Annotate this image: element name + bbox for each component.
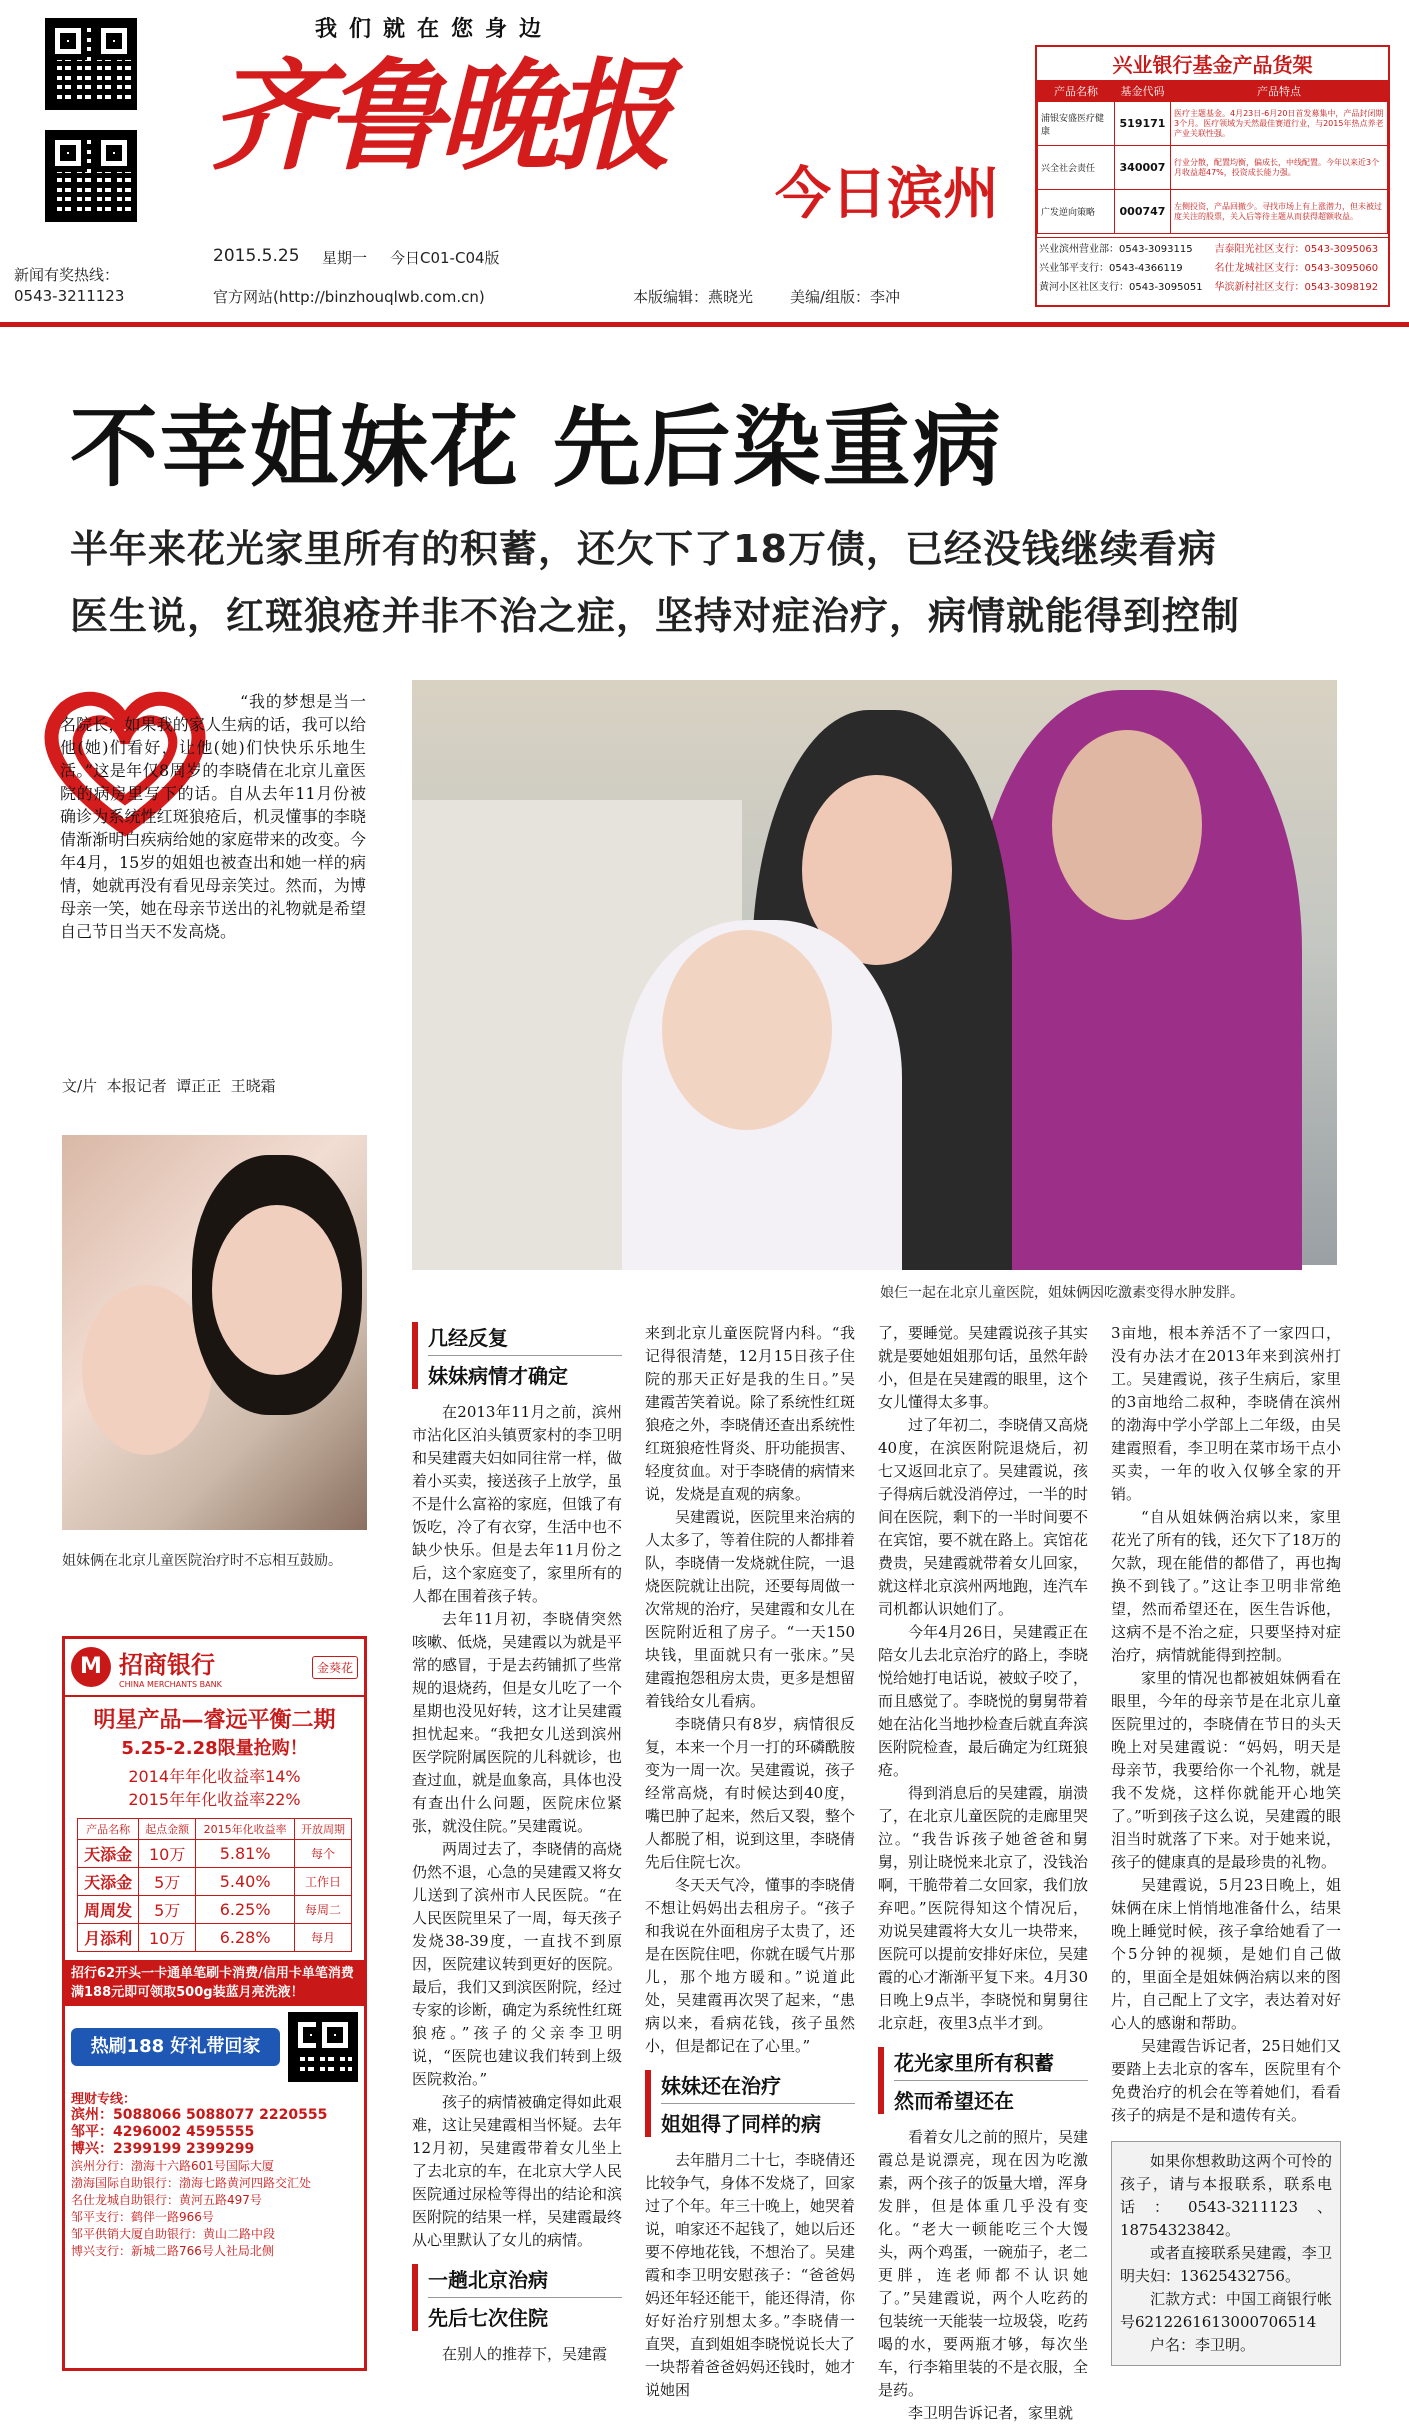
section-subtitle: 妹妹病情才确定 (428, 1355, 622, 1389)
lead-text: “我的梦想是当一名院长，如果我的家人生病的话，我可以给他(她)们看好，让他(她)们快快乐乐地生活。”这是年仅8周岁的李晓倩在北京儿童医院的病房里写下的话。自从去年11月份被确诊为系统性红斑狼疮后，机灵懂事的李晓倩渐渐明白疾病给她的家庭带来的改变。今年4月，15岁的姐姐也被查出和她一样的病情，她就再没有看见母亲笑过。然而，为博母亲一笑，她在母亲节送出的礼物就是希望自己节日当天不发高烧。 (60, 692, 366, 941)
lead-paragraph (60, 690, 366, 943)
article-column-3 (878, 1322, 1088, 2425)
cmb-cell: 月添利 (77, 1924, 138, 1952)
cmb-header (65, 1639, 364, 1697)
cmb-period: 5.25-2.28限量抢购！ (121, 1738, 308, 1759)
masthead-rule (0, 322, 1409, 327)
cmb-qr-code (288, 2012, 358, 2082)
cmb-col: 产品名称 (77, 1819, 138, 1840)
cmb-cell: 10万 (139, 1840, 196, 1868)
cmb-contact-line: 滨州分行：渤海十六路601号国际大厦 (71, 2159, 274, 2173)
cmb-ad (62, 1636, 367, 2371)
cmb-hotline-label: 理财专线： (71, 2092, 137, 2107)
slogan: 我们就在您身边 (315, 17, 554, 42)
main-photo-caption: 娘仨一起在北京儿童医院，姐妹俩因吃激素变得水肿发胖。 (880, 1285, 1244, 1301)
edition-title: 今日滨州 (775, 161, 999, 227)
cmb-cell: 周周发 (77, 1896, 138, 1924)
paragraph: 去年腊月二十七，李晓倩还比较争气，身体不发烧了，回家过了个年。年三十晚上，她哭着说，咱家还不起钱了，她以后还要不停地花钱，不想治了。吴建霞和李卫明安慰孩子：“爸爸妈妈还年轻还能干，能还得清，你好好治疗别想太多。”李晓倩一直哭，直到姐姐李晓悦说长大了一块帮着爸爸妈妈还钱时，她才说她困 (645, 2151, 856, 2399)
cmb-cell: 每周二 (295, 1896, 352, 1924)
side-photo-sister-face (212, 1205, 342, 1375)
bank-fund-name: 浦银安盛医疗健康 (1038, 102, 1115, 146)
paragraph: 李卫明告诉记者，家里就 (908, 2404, 1074, 2422)
paragraph: 吴建霞说，5月23日晚上，姐妹俩在床上悄悄地准备什么，结果晚上睡觉时候，孩子拿给她看了一个5分钟的视频，是她们自己做的，里面全是姐妹俩治病以来的图片，自己配上了文字，表达着对好心人的感谢和帮助。 (1111, 1876, 1341, 2032)
cmb-cell: 每月 (295, 1924, 352, 1952)
bank-fund-feature: 医疗主题基金。4月23日-6月20日首发募集中，产品封闭期3个月。医疗领域为天然最佳赛道行业，与2015年热点养老产业关联性强。 (1171, 102, 1388, 146)
cmb-product-table (77, 1818, 352, 1952)
bank-col-name: 产品名称 (1038, 81, 1115, 102)
paragraph: 了，要睡觉。吴建霞说孩子其实就是要她姐姐那句话，虽然年龄小，但是在吴建霞的眼里，这个女儿懂得太多事。 (878, 1324, 1089, 1411)
bank-col-code: 基金代码 (1115, 81, 1171, 102)
paragraph: 吴建霞告诉记者，25日她们又要踏上去北京的客车，医院里有个免费治疗的机会在等着她们，看看孩子的病是不是和遗传有关。 (1111, 2037, 1341, 2124)
cmb-cell: 5万 (139, 1868, 196, 1896)
cmb-cell: 5.40% (196, 1868, 295, 1896)
contact-text: 或者直接联系吴建霞，李卫明夫妇：13625432756。 (1120, 2244, 1332, 2285)
cmb-rate-2015: 2015年年化收益率22% (128, 1790, 301, 1809)
article-column-2 (645, 1322, 855, 2402)
paragraph: 两周过去了，李晓倩的高烧仍然不退，心急的吴建霞又将女儿送到了滨州市人民医院。“在人民医院里呆了一周，每天孩子发烧38-39度，一直找不到原因，医院建议转到更好的医院。最后，我们又到滨医附院，经过专家的诊断，确定为系统性红斑狼疮。”孩子的父亲李卫明说，“医院也建议我们转到上级医院救治。” (412, 1840, 623, 2088)
contact-text: 如果你想救助这两个可怜的孩子，请与本报联系，联系电话：0543-3211123、18754323842。 (1120, 2152, 1332, 2239)
cmb-cell: 5万 (139, 1896, 196, 1924)
subhead-2: 医生说，红斑狼疮并非不治之症，坚持对症治疗，病情就能得到控制 (70, 594, 1241, 638)
bank-col-feature: 产品特点 (1171, 81, 1388, 102)
issue-weekday: 星期一 (322, 249, 368, 267)
paragraph: 李晓倩只有8岁，病情很反复，本来一个月一打的环磷酰胺变为一周一次。吴建霞说，孩子经常高烧，有时候达到40度，嘴巴肿了起来，然后又裂，整个人都脱了相，说到这里，李晓倩先后住院七次。 (645, 1715, 856, 1871)
bank-fund-ad (1035, 45, 1390, 307)
page-designer: 美编/组版：李冲 (790, 288, 901, 306)
cmb-bank-name: 招商银行 (119, 1651, 215, 1679)
bank-fund-code: 000747 (1115, 190, 1171, 234)
paragraph: 过了年初二，李晓倩又高烧40度，在滨医附院退烧后，初七又返回北京了。吴建霞说，孩子得病后就没消停过，一半的时间在医院，剩下的一半时间要不在宾馆，要不就在路上。宾馆花费贵，吴建霞就带着女儿回家，就这样北京滨州两地跑，连汽车司机都认识她们了。 (878, 1416, 1089, 1618)
bank-fund-table (1037, 80, 1388, 234)
cmb-promo-badge: 热刷188 好礼带回家 (71, 2028, 280, 2066)
section-subtitle: 姐姐得了同样的病 (661, 2103, 855, 2137)
cmb-cell: 6.28% (196, 1924, 295, 1952)
cmb-cell: 5.81% (196, 1840, 295, 1868)
newspaper-title: 齐鲁晚报 (210, 46, 666, 187)
paragraph: 得到消息后的吴建霞，崩溃了，在北京儿童医院的走廊里哭泣。“我告诉孩子她爸爸和舅舅，别让晓悦来北京了，没钱治啊，干脆带着二女回家，我们放弃吧。”医院得知这个情况后，劝说吴建霞将大女儿一块带来，医院可以提前安排好床位，吴建霞的心才渐渐平复下来。4月30日晚上9点半，李晓悦和舅舅往北京赶，夜里3点半才到。 (878, 1784, 1089, 2032)
bank-fund-feature: 左侧投资，产品回撤少。寻找市场上有上涨潜力，但未被过度关注的股票，关入后等待主题从而获得超额收益。 (1171, 190, 1388, 234)
paragraph: 冬天天气冷，懂事的李晓倩不想让妈妈出去租房子。“孩子和我说在外面租房子太贵了，还是在医院住吧，你就在暖气片那儿，那个地方暖和。”说道此处，吴建霞再次哭了起来，“患病以来，看病花钱，孩子虽然小，但是都记在了心里。” (645, 1876, 856, 2055)
cmb-contact-line: 邹平：4296002 4595555 (71, 2124, 255, 2140)
bank-fund-name: 兴全社会责任 (1038, 146, 1115, 190)
bank-fund-code: 340007 (1115, 146, 1171, 190)
section-header (878, 2047, 1088, 2114)
section-header (412, 1322, 622, 1389)
contact-text: 户名：李卫明。 (1150, 2336, 1256, 2354)
cmb-contact-line: 渤海国际自助银行：渤海七路黄河四路交汇处 (71, 2176, 312, 2190)
bank-branch: 名仕龙城社区支行：0543-3095060 (1214, 263, 1379, 274)
byline: 文/片 本报记者 谭正正 王晓霜 (62, 1077, 276, 1095)
article-column-4 (1111, 1322, 1341, 2366)
cmb-logo-icon: M (71, 1647, 111, 1687)
section-title: 花光家里所有积蓄 (894, 2051, 1054, 2075)
cmb-contact-lines (65, 2107, 364, 2260)
paragraph: 3亩地，根本养活不了一家四口，没有办法才在2013年来到滨州打工。吴建霞说，孩子生病后，家里的3亩地给二叔种，李晓倩在滨州的渤海中学小学部上二年级，由吴建霞照看，李卫明在菜市场干点小买卖，一年的收入仅够全家的开销。 (1111, 1324, 1341, 1503)
cmb-rate-2014: 2014年年化收益率14% (128, 1767, 301, 1786)
contact-text: 汇款方式：中国工商银行帐号6212261613000706514 (1120, 2290, 1332, 2331)
paragraph: 家里的情况也都被姐妹俩看在眼里，今年的母亲节是在北京儿童医院里过的，李晓倩在节日的头天晚上对吴建霞说：“妈妈，明天是母亲节，我要给你一个礼物，就是我不发烧，这样你就能开心地笑了。”听到孩子这么说，吴建霞的眼泪当时就落了下来。对于她来说，孩子的健康真的是最珍贵的礼物。 (1111, 1669, 1341, 1871)
cmb-contact-line: 邹平支行：鹤伴一路966号 (71, 2210, 214, 2224)
bank-branch: 黄河小区社区支行：0543-3095051 (1039, 282, 1203, 293)
qr-code-bottom (45, 130, 137, 222)
side-photo-caption: 姐妹俩在北京儿童医院治疗时不忘相互鼓励。 (62, 1553, 342, 1569)
cmb-contact-line: 滨州：5088066 5088077 2220555 (71, 2107, 328, 2123)
page-editor: 本版编辑：燕晓光 (633, 288, 754, 306)
cmb-contact-line: 博兴：2399199 2399299 (71, 2141, 255, 2157)
cmb-col: 2015年化收益率 (196, 1819, 295, 1840)
bank-branch: 兴业滨州营业部：0543-3093115 (1037, 238, 1213, 258)
paragraph: 孩子的病情被确定得如此艰难，这让吴建霞相当怀疑。去年12月初，吴建霞带着女儿坐上了去北京的车，在北京大学人民医院通过尿检等得出的结论和滨医附院的结果一样，吴建霞最终从心里默认了女儿的病情。 (412, 2093, 623, 2249)
cmb-cell: 天添金 (77, 1840, 138, 1868)
website: 官方网站(http://binzhouqlwb.com.cn) (213, 288, 485, 306)
paragraph: 今年4月26日，吴建霞正在陪女儿去北京治疗的路上，李晓悦给她打电话说，被蚊子咬了，而且感觉了。李晓悦的舅舅带着她在沾化当地抄检查后就直奔滨医附院检查，最后确定为红斑狼疮。 (878, 1623, 1089, 1779)
main-photo-mother-face (1052, 730, 1202, 920)
section-title: 妹妹还在治疗 (661, 2074, 781, 2098)
section-title: 几经反复 (428, 1326, 508, 1350)
cmb-cell: 天添金 (77, 1868, 138, 1896)
bank-fund-ad-title: 兴业银行基金产品货架 (1037, 47, 1388, 80)
section-header (412, 2264, 622, 2331)
paragraph: 在别人的推荐下，吴建霞 (442, 2345, 608, 2363)
cmb-headline: 明星产品—睿远平衡二期 (93, 1708, 336, 1733)
qr-code-top (45, 18, 137, 110)
bank-branch-table (1037, 237, 1388, 295)
bank-fund-name: 广发逆向策略 (1038, 190, 1115, 234)
cmb-cell: 每个 (295, 1840, 352, 1868)
bank-fund-feature: 行业分散，配置均衡，偏成长，中线配置。今年以来近3个月收益超47%，投资成长能力强。 (1171, 146, 1388, 190)
paragraph: 去年11月初，李晓倩突然咳嗽、低烧，吴建霞以为就是平常的感冒，于是去药铺抓了些常规的退烧药，但是女儿吃了一个星期也没见好转，这才让吴建霞担忧起来。“我把女儿送到滨州医学院附属医院的儿科就诊，也查过血，就是血象高，具体也没有查出什么问题，医院床位紧张，就没住院。”吴建霞说。 (412, 1610, 623, 1835)
cmb-cell: 10万 (139, 1924, 196, 1952)
issue-date: 2015.5.25 (213, 246, 300, 266)
cmb-cell: 工作日 (295, 1868, 352, 1896)
paragraph: 在2013年11月之前，滨州市沾化区泊头镇贾家村的李卫明和吴建霞夫妇如同往常一样，做着小买卖，接送孩子上放学，虽不是什么富裕的家庭，但饿了有饭吃，冷了有衣穿，生活中也不缺少快乐。但是去年11月份之后，这个家庭变了，家里所有的人都在围着孩子转。 (412, 1403, 623, 1605)
cmb-col: 起点金额 (139, 1819, 196, 1840)
hotline-label: 新闻有奖热线： (14, 266, 120, 284)
headline: 不幸姐妹花 先后染重病 (70, 396, 1003, 499)
issue-pages: 今日C01-C04版 (390, 249, 500, 267)
section-subtitle: 然而希望还在 (894, 2080, 1088, 2114)
cmb-cell: 6.25% (196, 1896, 295, 1924)
cmb-promo: 招行62开头一卡通单笔刷卡消费/信用卡单笔消费满188元即可领取500g装蓝月亮洗液！ (65, 1960, 364, 2006)
cmb-contact-line: 邹平供销大厦自助银行：黄山二路中段 (71, 2227, 276, 2241)
paragraph: 吴建霞说，医院里来治病的人太多了，等着住院的人都排着队，李晓倩一发烧就住院，一退烧医院就让出院，还要每周做一次常规的治疗，吴建霞和女儿在医院附近租了房子。“一天150块钱，里面就只有一张床。”吴建霞抱怨租房太贵，更多是想留着钱给女儿看病。 (645, 1508, 856, 1710)
hotline-number: 0543-3211123 (14, 287, 125, 305)
side-photo (62, 1135, 367, 1530)
bank-branch: 吉泰阳光社区支行：0543-3095063 (1213, 238, 1389, 258)
main-photo-younger-sister-face (662, 930, 832, 1130)
cmb-partner-logo: 金葵花 (312, 1656, 358, 1679)
cmb-col: 开放周期 (295, 1819, 352, 1840)
paragraph: 来到北京儿童医院肾内科。“我记得很清楚，12月15日孩子住院的那天正好是我的生日。”吴建霞苦笑着说。除了系统性红斑狼疮之外，李晓倩还查出系统性红斑狼疮性肾炎、肝功能损害、轻度贫血。对于李晓倩的病情来说，发烧是直观的病象。 (645, 1324, 856, 1503)
section-subtitle: 先后七次住院 (428, 2297, 622, 2331)
bank-branch: 华滨新村社区支行：0543-3098192 (1214, 282, 1379, 293)
section-title: 一趟北京治病 (428, 2268, 548, 2292)
article-column-1 (412, 1322, 622, 2366)
paragraph: “自从姐妹俩治病以来，家里花光了所有的钱，还欠下了18万的欠款，现在能借的都借了，再也掏换不到钱了。”这让李卫明非常绝望，然而希望还在，医生告诉他，这病不是不治之症，只要坚持对症治疗，病情就能得到控制。 (1111, 1508, 1341, 1664)
cmb-contact-line: 名仕龙城自助银行：黄河五路497号 (71, 2193, 262, 2207)
subhead-1: 半年来花光家里所有的积蓄，还欠下了18万债，已经没钱继续看病 (70, 527, 1217, 571)
bank-branch: 兴业邹平支行：0543-4366119 (1039, 263, 1183, 274)
bank-fund-code: 519171 (1115, 102, 1171, 146)
cmb-bank-en: CHINA MERCHANTS BANK (119, 1680, 222, 1689)
main-photo (412, 680, 1337, 1265)
donation-contact-box (1111, 2141, 1341, 2366)
section-header (645, 2070, 855, 2137)
paragraph: 看着女儿之前的照片，吴建霞总是说漂亮，现在因为吃激素，两个孩子的饭量大增，浑身发胖，但是体重几乎没有变化。“老大一顿能吃三个大馒头，两个鸡蛋，一碗茄子，老二更胖，连老师都不认识她了。”吴建霞说，两个人吃药的包装统一天能装一垃圾袋，吃药喝的水，要两瓶才够，每次坐车，行李箱里装的不是衣服，全是药。 (878, 2128, 1089, 2399)
cmb-contact-line: 博兴支行：新城二路766号人社局北侧 (71, 2244, 274, 2258)
